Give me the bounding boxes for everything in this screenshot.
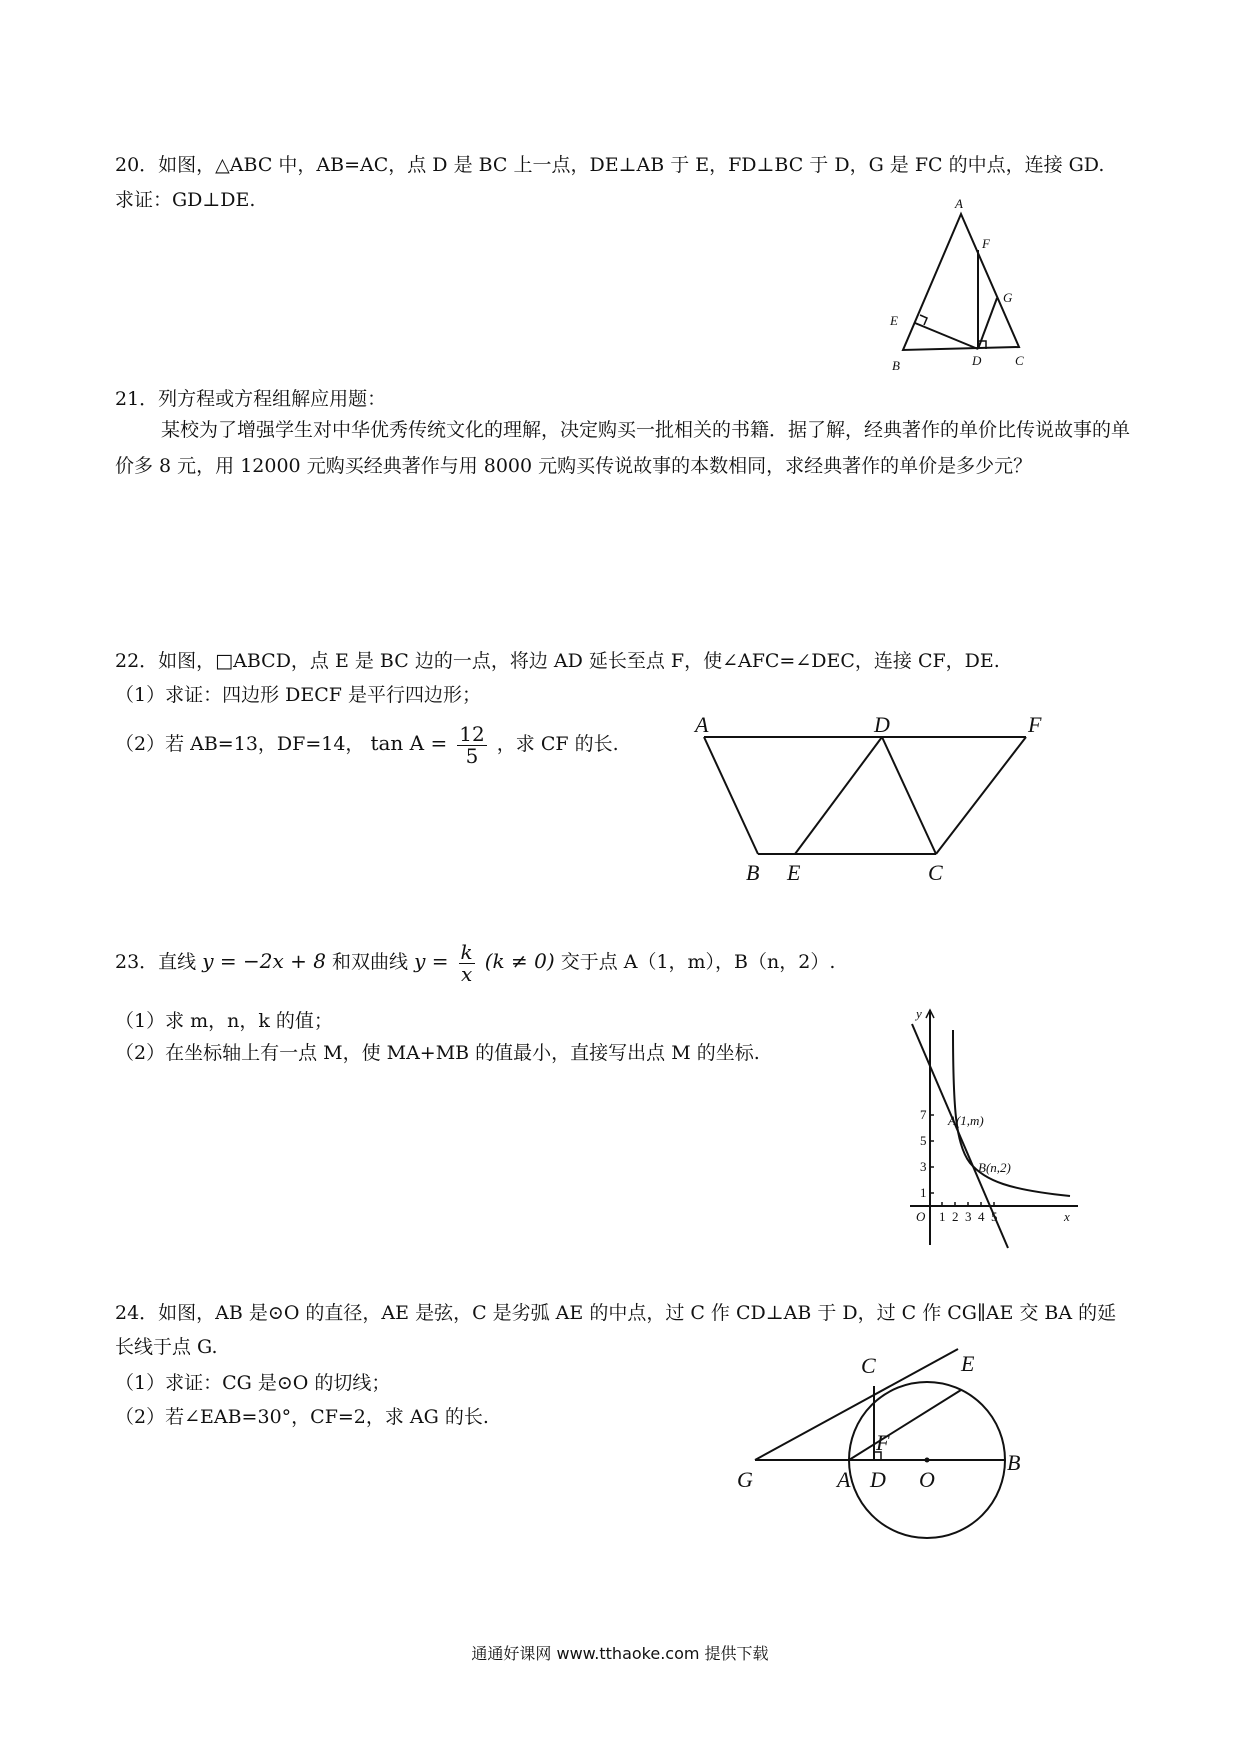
fig24-label-e: E	[961, 1351, 975, 1376]
q22-part2-post: ，求 CF 的长.	[496, 733, 619, 755]
q23-part2: （2）在坐标轴上有一点 M，使 MA+MB 的值最小，直接写出点 M 的坐标.	[115, 1042, 760, 1064]
tangent-cg	[755, 1349, 958, 1460]
q23-fraction-den: x	[460, 961, 473, 986]
right-angle-e	[920, 315, 927, 325]
fig23-y-tick-3: 3	[920, 1159, 927, 1174]
fig24-label-c: C	[861, 1353, 876, 1378]
q23-part1: （1）求 m，n，k 的值；	[115, 1010, 333, 1032]
fig22-label-d: D	[874, 712, 890, 737]
fig23-y-axis-label: y	[916, 1006, 922, 1021]
q24-line1: 24．如图，AB 是⊙O 的直径，AE 是弦，C 是劣弧 AE 的中点，过 C 作 CD⊥AB 于 D，过 C 作 CG∥AE 交 BA 的延	[115, 1302, 1117, 1324]
q24-part1: （1）求证：CG 是⊙O 的切线；	[115, 1372, 391, 1394]
q22-line1: 22．如图，□ABCD，点 E 是 BC 边的一点，将边 AD 延长至点 F，使∠AFC=∠DEC，连接 CF，DE.	[115, 650, 1000, 672]
fig20-label-b: B	[892, 358, 900, 373]
fig20-label-d: D	[972, 353, 982, 368]
q24-figure	[735, 1335, 1055, 1575]
q22-fraction-den: 5	[465, 743, 479, 768]
q21-body: 某校为了增强学生对中华优秀传统文化的理解，决定购买一批相关的书籍．据了解，经典著作的单价比传说故事的单价多 8 元，用 12000 元购买经典著作与用 8000 元购买传说故事的本数相同，求经典著作的单价是多少元？	[115, 419, 1131, 477]
fig23-x-tick-4: 4	[978, 1209, 985, 1224]
fig20-label-c: C	[1015, 353, 1024, 368]
fig22-label-a: A	[695, 712, 709, 737]
fig23-label-a: A(1,m)	[948, 1113, 984, 1128]
q22-tan: tan A =	[370, 731, 448, 755]
q22-fraction-num: 12	[459, 721, 485, 746]
fig24-label-a: A	[837, 1467, 851, 1492]
fig22-label-c: C	[928, 860, 943, 885]
fig23-x-tick-5: 5	[991, 1209, 998, 1224]
fig20-label-e: E	[890, 313, 898, 328]
page-footer: 通通好课网 www.tthaoke.com 提供下载	[471, 1644, 769, 1663]
q22-part2-pre: （2）若 AB=13，DF=14，	[115, 733, 365, 755]
fig23-y-tick-1: 1	[920, 1185, 927, 1200]
fig24-label-f: F	[876, 1430, 890, 1455]
q23-eq2-pre: y =	[414, 949, 449, 973]
fig23-x-tick-3: 3	[965, 1209, 972, 1224]
q22-part2	[115, 718, 619, 769]
fig23-y-tick-7: 7	[920, 1107, 927, 1122]
q23-figure	[900, 1005, 1080, 1265]
segment-de	[915, 323, 978, 349]
fig20-label-g: G	[1003, 290, 1013, 305]
q23-fraction	[459, 939, 475, 986]
q24-line2: 长线于点 G.	[115, 1336, 218, 1358]
q23-pre: 23．直线	[115, 951, 197, 973]
q21-line1: 21．列方程或方程组解应用题：	[115, 388, 387, 410]
q20-line1: 20．如图，△ABC 中，AB=AC，点 D 是 BC 上一点，DE⊥AB 于 E，FD⊥BC 于 D，G 是 FC 的中点，连接 GD.	[115, 154, 1105, 176]
fig24-label-o: O	[919, 1467, 935, 1492]
q22-part1: （1）求证：四边形 DECF 是平行四边形；	[115, 684, 481, 706]
q23-eq2-post: (k ≠ 0)	[484, 949, 555, 973]
fig23-x-tick-1: 1	[939, 1209, 946, 1224]
fig22-label-f: F	[1028, 712, 1042, 737]
segment-de	[795, 737, 882, 854]
q23-post: 交于点 A（1，m），B（n，2）.	[560, 951, 836, 973]
fig20-label-a: A	[955, 196, 963, 211]
q22-figure	[690, 712, 1050, 887]
fig24-label-d: D	[870, 1467, 886, 1492]
fig20-label-f: F	[982, 236, 990, 251]
q20-figure	[875, 196, 1055, 373]
q23-eq1: y = −2x + 8	[202, 949, 326, 973]
center-point-o	[925, 1458, 930, 1463]
segment-fc	[936, 737, 1026, 854]
q23-line1	[115, 936, 835, 987]
q23-mid: 和双曲线	[332, 951, 409, 973]
q24-part2: （2）若∠EAB=30°，CF=2，求 AG 的长.	[115, 1406, 489, 1428]
segment-dc	[882, 737, 936, 854]
fig23-origin-label: O	[916, 1209, 926, 1224]
fig23-x-axis-label: x	[1064, 1209, 1070, 1224]
fig22-label-b: B	[746, 860, 760, 885]
q20-line2: 求证：GD⊥DE.	[115, 189, 256, 211]
triangle-abc	[903, 214, 1019, 350]
fig23-y-tick-5: 5	[920, 1133, 927, 1148]
q22-fraction	[457, 721, 486, 768]
q23-fraction-num: k	[460, 939, 473, 964]
fig24-label-g: G	[737, 1467, 753, 1492]
fig24-label-b: B	[1007, 1450, 1021, 1475]
fig23-x-tick-2: 2	[952, 1209, 959, 1224]
fig22-label-e: E	[787, 860, 801, 885]
segment-ab	[704, 737, 758, 854]
fig23-label-b: B(n,2)	[978, 1160, 1011, 1175]
